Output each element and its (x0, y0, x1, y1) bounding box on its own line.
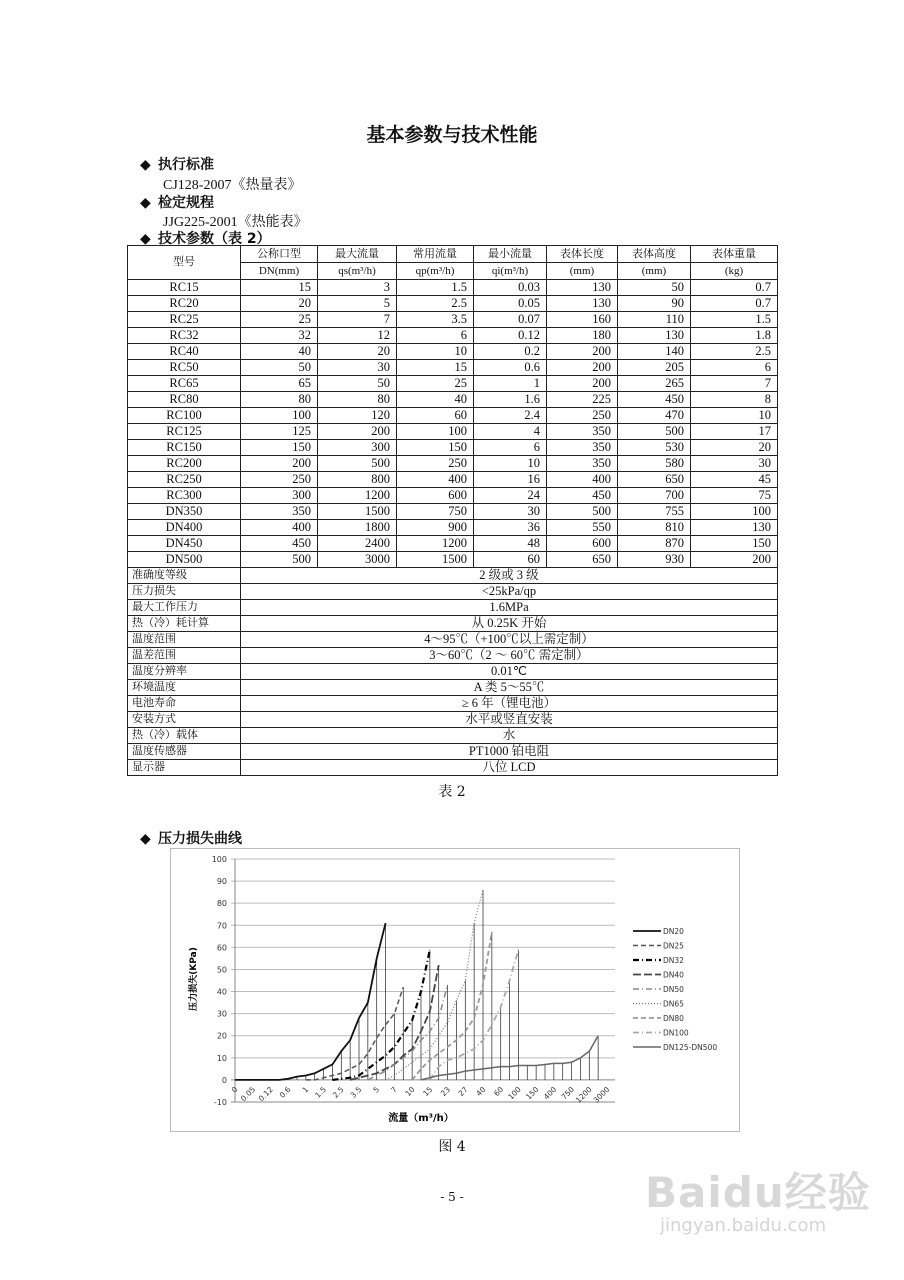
value-cell: 160 (547, 312, 618, 328)
y-tick-label: 30 (216, 1009, 227, 1019)
spec-value: 从 0.25K 开始 (241, 616, 778, 632)
model-cell: RC20 (128, 296, 241, 312)
value-cell: 265 (618, 376, 691, 392)
y-tick-label: 10 (216, 1053, 227, 1063)
model-cell: RC150 (128, 440, 241, 456)
value-cell: 130 (547, 280, 618, 296)
value-cell: 2.5 (397, 296, 474, 312)
value-cell: 40 (241, 344, 318, 360)
table-row (128, 408, 778, 424)
value-cell: 500 (618, 424, 691, 440)
model-cell: DN450 (128, 536, 241, 552)
section-standard (140, 154, 214, 174)
value-cell: 5 (318, 296, 397, 312)
value-cell: 40 (397, 392, 474, 408)
value-cell: 0.2 (474, 344, 547, 360)
value-cell: 150 (241, 440, 318, 456)
model-cell: RC25 (128, 312, 241, 328)
x-tick-label: 1200 (573, 1084, 594, 1105)
value-cell: 500 (318, 456, 397, 472)
value-cell: 45 (691, 472, 778, 488)
spec-value: <25kPa/qp (241, 584, 778, 600)
value-cell: 130 (618, 328, 691, 344)
value-cell: 400 (241, 520, 318, 536)
value-cell: 25 (241, 312, 318, 328)
column-unit: qp(m³/h) (397, 263, 474, 280)
spec-label: 热（冷）耗计算 (128, 616, 241, 632)
series-line-dn20 (235, 923, 386, 1080)
table-row (128, 296, 778, 312)
x-tick-label: 400 (541, 1084, 559, 1102)
value-cell: 450 (618, 392, 691, 408)
header-model: 型号 (128, 246, 241, 280)
value-cell: 100 (397, 424, 474, 440)
value-cell: 10 (397, 344, 474, 360)
value-cell: 6 (691, 360, 778, 376)
diamond-bullet-icon: ◆ (140, 157, 151, 173)
value-cell: 650 (547, 552, 618, 568)
table-row (128, 424, 778, 440)
y-tick-label: 40 (216, 987, 227, 997)
spec-label: 温度传感器 (128, 744, 241, 760)
verification-value: JJG225-2001《热能表》 (163, 215, 308, 230)
legend-label: DN25 (663, 941, 684, 951)
value-cell: 48 (474, 536, 547, 552)
section-standard-label: 执行标准 (158, 157, 214, 173)
spec-value: ≥ 6 年（锂电池） (241, 696, 778, 712)
y-tick-label: 100 (211, 855, 227, 864)
section-verification (140, 192, 214, 212)
value-cell: 810 (618, 520, 691, 536)
value-cell: 400 (397, 472, 474, 488)
x-tick-label: 40 (474, 1084, 488, 1099)
spec-row (128, 584, 778, 600)
model-cell: RC125 (128, 424, 241, 440)
model-cell: RC200 (128, 456, 241, 472)
model-cell: RC15 (128, 280, 241, 296)
value-cell: 200 (241, 456, 318, 472)
x-tick-label: 150 (524, 1084, 541, 1102)
spec-label: 安装方式 (128, 712, 241, 728)
table-row (128, 456, 778, 472)
legend-label: DN50 (663, 985, 684, 994)
value-cell: 60 (474, 552, 547, 568)
value-cell: 0.7 (691, 280, 778, 296)
value-cell: 600 (397, 488, 474, 504)
value-cell: 225 (547, 392, 618, 408)
value-cell: 12 (318, 328, 397, 344)
spec-label: 温度范围 (128, 632, 241, 648)
value-cell: 130 (691, 520, 778, 536)
value-cell: 200 (547, 344, 618, 360)
value-cell: 50 (241, 360, 318, 376)
value-cell: 0.03 (474, 280, 547, 296)
table-row (128, 472, 778, 488)
x-tick-label: 23 (438, 1084, 452, 1099)
x-tick-label: 0 (229, 1084, 240, 1095)
column-unit: (kg) (691, 263, 778, 280)
value-cell: 700 (618, 488, 691, 504)
value-cell: 200 (547, 376, 618, 392)
model-cell: RC32 (128, 328, 241, 344)
table-row (128, 328, 778, 344)
x-tick-label: 27 (456, 1084, 470, 1099)
spec-value: 水 (241, 728, 778, 744)
value-cell: 3 (318, 280, 397, 296)
value-cell: 20 (241, 296, 318, 312)
value-cell: 7 (691, 376, 778, 392)
table-row (128, 392, 778, 408)
value-cell: 0.05 (474, 296, 547, 312)
value-cell: 125 (241, 424, 318, 440)
value-cell: 205 (618, 360, 691, 376)
value-cell: 16 (474, 472, 547, 488)
spec-row (128, 696, 778, 712)
y-tick-label: 80 (216, 899, 227, 909)
value-cell: 870 (618, 536, 691, 552)
spec-value: 4～95℃（+100℃以上需定制） (241, 632, 778, 648)
x-tick-label: 10 (403, 1084, 417, 1099)
table-row (128, 504, 778, 520)
model-cell: DN400 (128, 520, 241, 536)
column-header: 公称口型 (241, 246, 318, 263)
y-tick-label: 90 (216, 877, 227, 887)
spec-value: PT1000 铂电阻 (241, 744, 778, 760)
spec-value: 八位 LCD (241, 760, 778, 776)
spec-row (128, 664, 778, 680)
standard-value: CJ128-2007《热量表》 (163, 178, 302, 193)
spec-label: 热（冷）载体 (128, 728, 241, 744)
diamond-bullet-icon: ◆ (140, 231, 151, 247)
value-cell: 1800 (318, 520, 397, 536)
x-tick-label: 1 (300, 1084, 311, 1095)
y-tick-label: 70 (216, 921, 227, 931)
x-tick-label: 7 (389, 1084, 399, 1095)
value-cell: 930 (618, 552, 691, 568)
spec-label: 电池寿命 (128, 696, 241, 712)
value-cell: 900 (397, 520, 474, 536)
value-cell: 580 (618, 456, 691, 472)
value-cell: 300 (241, 488, 318, 504)
model-cell: RC100 (128, 408, 241, 424)
spec-label: 温差范围 (128, 648, 241, 664)
value-cell: 75 (691, 488, 778, 504)
value-cell: 30 (691, 456, 778, 472)
x-tick-label: 0.05 (238, 1084, 258, 1104)
value-cell: 15 (397, 360, 474, 376)
value-cell: 400 (547, 472, 618, 488)
table-row (128, 536, 778, 552)
value-cell: 1.8 (691, 328, 778, 344)
value-cell: 350 (241, 504, 318, 520)
table-row (128, 344, 778, 360)
value-cell: 450 (547, 488, 618, 504)
spec-row (128, 616, 778, 632)
value-cell: 1200 (397, 536, 474, 552)
model-cell: RC250 (128, 472, 241, 488)
legend-label: DN20 (663, 927, 684, 936)
value-cell: 50 (318, 376, 397, 392)
table-row (128, 488, 778, 504)
value-cell: 4 (474, 424, 547, 440)
model-cell: RC50 (128, 360, 241, 376)
value-cell: 6 (397, 328, 474, 344)
value-cell: 90 (618, 296, 691, 312)
x-tick-label: 750 (559, 1084, 576, 1102)
legend-label: DN32 (663, 956, 684, 965)
series-line-dn50 (368, 985, 448, 1080)
value-cell: 65 (241, 376, 318, 392)
table-row (128, 520, 778, 536)
model-cell: RC40 (128, 344, 241, 360)
value-cell: 250 (241, 472, 318, 488)
value-cell: 500 (547, 504, 618, 520)
value-cell: 450 (241, 536, 318, 552)
x-tick-label: 3.5 (348, 1084, 364, 1100)
spec-row (128, 632, 778, 648)
diamond-bullet-icon: ◆ (140, 831, 151, 847)
legend-label: DN100 (663, 1028, 689, 1038)
legend-label: DN125-DN500 (663, 1043, 718, 1052)
value-cell: 470 (618, 408, 691, 424)
value-cell: 650 (618, 472, 691, 488)
value-cell: 20 (691, 440, 778, 456)
section-params-label: 技术参数（表 2） (158, 231, 271, 247)
value-cell: 0.07 (474, 312, 547, 328)
value-cell: 200 (691, 552, 778, 568)
watermark-logo: Baidu经验 (645, 1168, 871, 1217)
spec-label: 准确度等级 (128, 568, 241, 584)
column-header: 最大流量 (318, 246, 397, 263)
spec-label: 最大工作压力 (128, 600, 241, 616)
x-tick-label: 5 (371, 1084, 382, 1095)
value-cell: 10 (474, 456, 547, 472)
model-cell: RC65 (128, 376, 241, 392)
spec-value: 3～60℃（2 ～ 60℃ 需定制） (241, 648, 778, 664)
value-cell: 150 (397, 440, 474, 456)
legend-label: DN80 (663, 1014, 684, 1023)
value-cell: 110 (618, 312, 691, 328)
spec-value: 1.6MPa (241, 600, 778, 616)
spec-row (128, 568, 778, 584)
value-cell: 0.12 (474, 328, 547, 344)
value-cell: 750 (397, 504, 474, 520)
value-cell: 200 (547, 360, 618, 376)
value-cell: 800 (318, 472, 397, 488)
section-verification-label: 检定规程 (158, 195, 214, 211)
y-tick-label: 60 (216, 943, 227, 953)
value-cell: 350 (547, 456, 618, 472)
spec-label: 环境温度 (128, 680, 241, 696)
value-cell: 25 (397, 376, 474, 392)
value-cell: 1.6 (474, 392, 547, 408)
value-cell: 350 (547, 424, 618, 440)
value-cell: 530 (618, 440, 691, 456)
value-cell: 10 (691, 408, 778, 424)
value-cell: 755 (618, 504, 691, 520)
table-caption: 表 2 (438, 784, 466, 800)
value-cell: 550 (547, 520, 618, 536)
column-unit: qi(m³/h) (474, 263, 547, 280)
x-tick-label: 3000 (591, 1084, 612, 1105)
value-cell: 250 (397, 456, 474, 472)
value-cell: 150 (691, 536, 778, 552)
diamond-bullet-icon: ◆ (140, 195, 151, 211)
value-cell: 8 (691, 392, 778, 408)
value-cell: 200 (318, 424, 397, 440)
page-number: - 5 - (440, 1190, 464, 1204)
x-tick-label: 0.6 (277, 1084, 293, 1100)
x-axis-label: 流量（m³/h） (388, 1113, 454, 1124)
legend-label: DN65 (663, 999, 684, 1009)
value-cell: 24 (474, 488, 547, 504)
table-row (128, 376, 778, 392)
y-tick-label: -10 (213, 1098, 227, 1107)
spec-label: 压力损失 (128, 584, 241, 600)
spec-value: A 类 5～55℃ (241, 680, 778, 696)
spec-row (128, 600, 778, 616)
page-title: 基本参数与技术性能 (366, 124, 538, 146)
column-header: 最小流量 (474, 246, 547, 263)
spec-value: 水平或竖直安装 (241, 712, 778, 728)
value-cell: 100 (241, 408, 318, 424)
value-cell: 2400 (318, 536, 397, 552)
table-row (128, 552, 778, 568)
x-tick-label: 100 (506, 1084, 523, 1102)
value-cell: 1.5 (691, 312, 778, 328)
value-cell: 2.4 (474, 408, 547, 424)
value-cell: 600 (547, 536, 618, 552)
table-row (128, 280, 778, 296)
value-cell: 500 (241, 552, 318, 568)
value-cell: 3.5 (397, 312, 474, 328)
value-cell: 80 (318, 392, 397, 408)
value-cell: 20 (318, 344, 397, 360)
value-cell: 60 (397, 408, 474, 424)
value-cell: 6 (474, 440, 547, 456)
column-unit: (mm) (547, 263, 618, 280)
spec-value: 0.01℃ (241, 664, 778, 680)
value-cell: 350 (547, 440, 618, 456)
y-tick-label: 20 (216, 1031, 227, 1041)
column-unit: (mm) (618, 263, 691, 280)
series-line-dn25 (306, 987, 403, 1080)
figure-caption: 图 4 (438, 1139, 466, 1155)
value-cell: 30 (318, 360, 397, 376)
table-row (128, 312, 778, 328)
value-cell: 100 (691, 504, 778, 520)
spec-row (128, 744, 778, 760)
model-cell: RC80 (128, 392, 241, 408)
value-cell: 1500 (397, 552, 474, 568)
pressure-loss-chart (170, 848, 740, 1132)
spec-row (128, 648, 778, 664)
chart-svg (171, 849, 739, 1131)
x-tick-label: 60 (492, 1084, 506, 1099)
value-cell: 50 (618, 280, 691, 296)
value-cell: 3000 (318, 552, 397, 568)
column-header: 常用流量 (397, 246, 474, 263)
value-cell: 250 (547, 408, 618, 424)
x-tick-label: 1.5 (313, 1084, 328, 1100)
value-cell: 1 (474, 376, 547, 392)
table-header-row (128, 246, 778, 263)
value-cell: 300 (318, 440, 397, 456)
value-cell: 140 (618, 344, 691, 360)
value-cell: 15 (241, 280, 318, 296)
value-cell: 17 (691, 424, 778, 440)
value-cell: 30 (474, 504, 547, 520)
model-cell: DN350 (128, 504, 241, 520)
watermark-url: jingyan.baidu.com (660, 1215, 827, 1236)
spec-row (128, 712, 778, 728)
x-tick-label: 2.5 (330, 1084, 346, 1100)
value-cell: 1500 (318, 504, 397, 520)
column-header: 表体高度 (618, 246, 691, 263)
y-axis-label: 压力损失(KPa) (189, 947, 199, 1011)
model-cell: DN500 (128, 552, 241, 568)
x-tick-label: 0.12 (256, 1084, 275, 1104)
value-cell: 120 (318, 408, 397, 424)
value-cell: 80 (241, 392, 318, 408)
spec-value: 2 级或 3 级 (241, 568, 778, 584)
model-cell: RC300 (128, 488, 241, 504)
spec-label: 显示器 (128, 760, 241, 776)
spec-row (128, 680, 778, 696)
spec-row (128, 760, 778, 776)
column-header: 表体重量 (691, 246, 778, 263)
legend-label: DN40 (663, 970, 684, 980)
value-cell: 1200 (318, 488, 397, 504)
value-cell: 0.7 (691, 296, 778, 312)
value-cell: 2.5 (691, 344, 778, 360)
section-curve-label: 压力损失曲线 (158, 831, 242, 847)
value-cell: 7 (318, 312, 397, 328)
column-header: 表体长度 (547, 246, 618, 263)
column-unit: qs(m³/h) (318, 263, 397, 280)
x-tick-label: 15 (421, 1084, 435, 1099)
spec-label: 温度分辨率 (128, 664, 241, 680)
y-tick-label: 50 (216, 965, 227, 975)
value-cell: 32 (241, 328, 318, 344)
value-cell: 1.5 (397, 280, 474, 296)
table-row (128, 440, 778, 456)
spec-row (128, 728, 778, 744)
table-row (128, 360, 778, 376)
value-cell: 130 (547, 296, 618, 312)
value-cell: 0.6 (474, 360, 547, 376)
technical-parameters-table (127, 245, 778, 776)
column-unit: DN(mm) (241, 263, 318, 280)
value-cell: 36 (474, 520, 547, 536)
section-curve (140, 828, 242, 848)
y-tick-label: 0 (221, 1075, 227, 1085)
value-cell: 180 (547, 328, 618, 344)
